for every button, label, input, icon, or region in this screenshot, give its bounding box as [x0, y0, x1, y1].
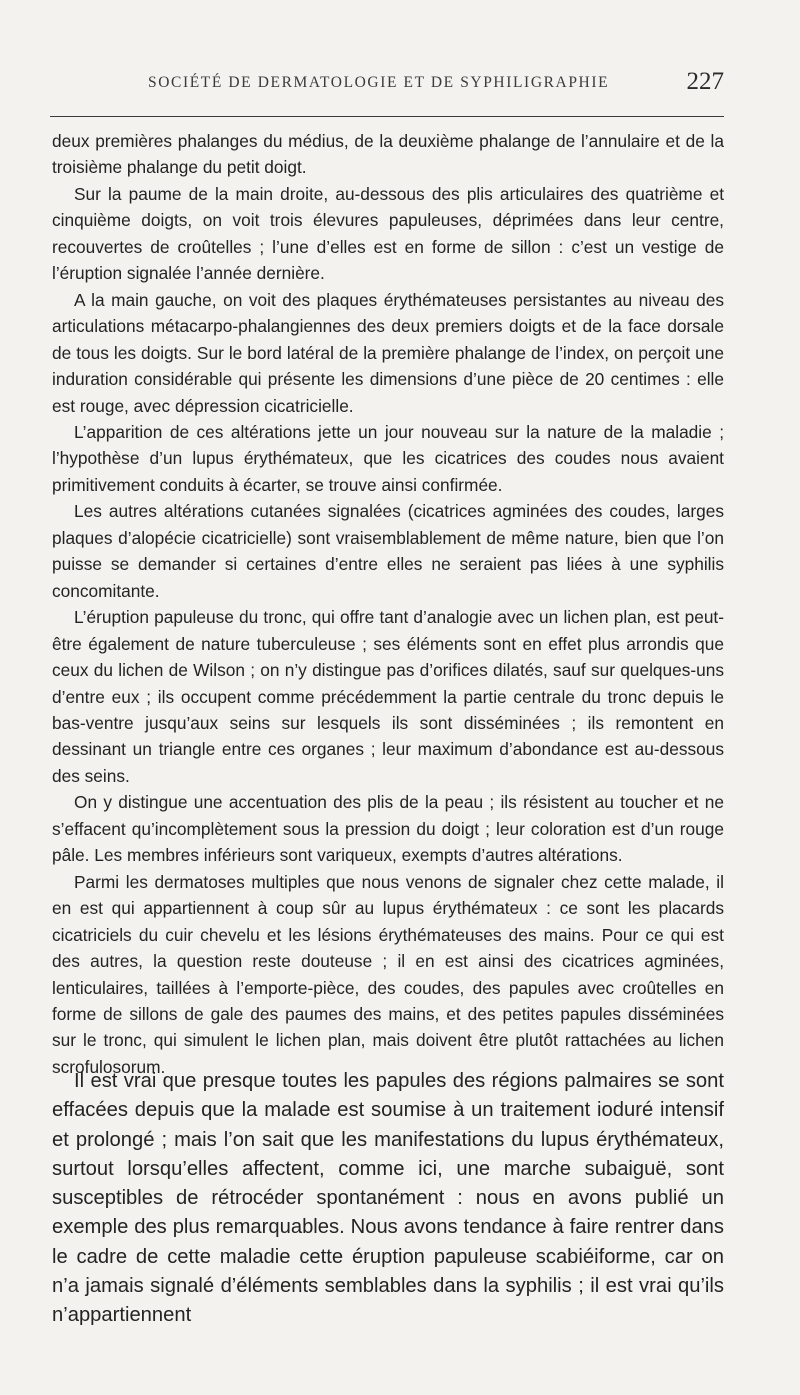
paragraph: Parmi les dermatoses multiples que nous venons de signaler chez cette malade, il en est qui appartiennent à coup sûr au lupus érythémateux : ce sont les placards cicatriciels du cuir chevelu et les lésions érythémateuses des mains. Pour ce qui est des autres, la question reste douteuse ; il en est ainsi des cicatrices agminées, lenticulaires, taillées à l’emporte-pièce, des coudes, des papules avec croûtelles en forme de sillons de gale des paumes des mains, et des petites papules disséminées sur le tronc, qui simulent le lichen plan, mais doivent être plutôt rattachées au lichen scrofulosorum.: [52, 871, 724, 1077]
paragraph: L’apparition de ces altérations jette un jour nouveau sur la nature de la maladie ; l’hypothèse d’un lupus érythémateux, que les cicatrices des coudes nous avaient primitivement conduits à écarter, se trouve ainsi confirmée.: [52, 421, 724, 495]
paragraph: Les autres altérations cutanées signalées (cicatrices agminées des coudes, larges plaques d’alopécie cicatricielle) sont vraisemblablement de même nature, bien que l’on puisse se demander si certaines d’entre elles ne seraient pas liées à une syphilis concomitante.: [52, 501, 724, 601]
paragraph: deux premières phalanges du médius, de la deuxième phalange de l’annulaire et de la troisième phalange du petit doigt.: [52, 131, 724, 178]
paragraph: Il est vrai que presque toutes les papules des régions palmaires se sont effacées depuis que la malade est soumise à un traitement ioduré intensif et prolongé ; mais l’on sait que les manifestations du lupus érythémateux, surtout lorsqu’elles affectent, comme ici, une marche subaiguë, sont susceptibles de rétrocéder spontanément : nous en avons publié un exemple des plus remarquables. Nous avons tendance à faire rentrer dans le cadre de cette maladie cette éruption papuleuse scabiéiforme, car on n’a jamais signalé d’éléments semblables dans la syphilis ; il est vrai qu’ils n’appartiennent: [52, 1070, 724, 1327]
page-number: 227: [686, 68, 724, 95]
body-text-large: [52, 1067, 724, 1331]
paragraph: Sur la paume de la main droite, au-dessous des plis articulaires des quatrième et cinquième doigts, on voit trois élevures papuleuses, déprimées dans leur centre, recouvertes de croûtelles ; l’une d’elles est en forme de sillon : c’est un vestige de l’éruption signalée l’année dernière.: [52, 183, 724, 284]
paragraph: On y distingue une accentuation des plis de la peau ; ils résistent au toucher et ne s’effacent qu’incomplètement sous la pression du doigt ; leur coloration est d’un rouge pâle. Les membres inférieurs sont variqueux, exempts d’autres altérations.: [52, 792, 724, 866]
body-text-small: [52, 128, 724, 1080]
running-title: SOCIÉTÉ DE DERMATOLOGIE ET DE SYPHILIGRAPHIE: [148, 74, 610, 91]
paragraph: L’éruption papuleuse du tronc, qui offre tant d’analogie avec un lichen plan, est peut-être également de nature tuberculeuse ; ses éléments sont en effet plus arrondis que ceux du lichen de Wilson ; on n’y distingue pas d’orifices dilatés, sauf sur quelques-uns d’entre eux ; ils occupent comme précédemment la partie centrale du tronc depuis le bas-ventre jusqu’aux seins sur lesquels ils sont disséminées ; ils remontent en dessinant un triangle entre ces organes ; leur maximum d’abondance est au-dessous des seins.: [52, 607, 724, 786]
paragraph: A la main gauche, on voit des plaques érythémateuses persistantes au niveau des articulations métacarpo-phalangiennes des deux premiers doigts et de la face dorsale de tous les doigts. Sur le bord latéral de la première phalange de l’index, on perçoit une induration considérable qui présente les dimensions d’une pièce de 20 centimes : elle est rouge, avec dépression cicatricielle.: [52, 289, 724, 416]
page-header: [52, 68, 726, 104]
header-rule: [50, 116, 724, 117]
